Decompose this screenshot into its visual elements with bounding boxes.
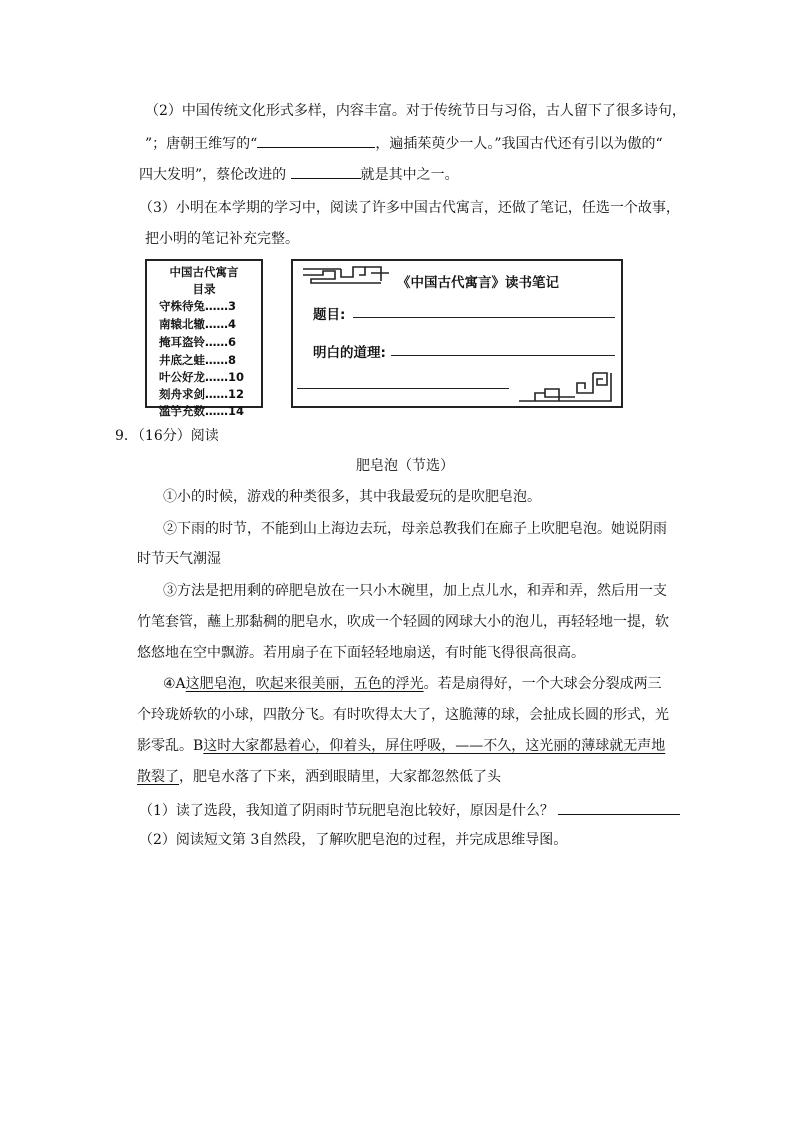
paragraph-4-line3-start: 影零乱。B	[137, 738, 204, 754]
paragraph-4-line1	[163, 673, 662, 695]
q9-header: 9．（16分）阅读	[115, 428, 219, 444]
underlined-sentence-b-end: 散裂了	[137, 769, 179, 785]
q8-part2-line2-a: ”；唐朝王维写的“	[145, 136, 258, 152]
toc-subtitle: 目录	[192, 282, 216, 296]
paragraph-4-line4	[137, 766, 501, 788]
decorative-meander-bottom-icon	[515, 371, 615, 405]
toc-item: 滥竽充数……14	[159, 404, 245, 418]
paragraph-3-line3: 悠悠地在空中飘游。若用扇子在下面轻轻地扇送，有时能飞得很高很高。	[137, 645, 585, 661]
toc-item: 刻舟求剑……12	[159, 387, 245, 401]
q8-part2-line3	[139, 162, 459, 186]
topic-label: 题目:	[313, 307, 346, 323]
question-1	[139, 798, 680, 822]
q8-part2-line3-b: 就是其中之一。	[360, 167, 459, 183]
answer-blank-q1[interactable]	[558, 798, 680, 815]
q8-part3-line1: （3）小明在本学期的学习中，阅读了许多中国古代寓言，还做了笔记，任选一个故事，	[139, 200, 680, 216]
decorative-meander-top-icon	[301, 263, 391, 285]
lesson-label: 明白的道理:	[313, 345, 386, 361]
paragraph-3-line1: ③方法是把用剩的碎肥皂放在一只小木碗里，加上点儿水，和弄和弄，然后用一支	[163, 583, 667, 599]
bottom-divider	[297, 388, 509, 389]
topic-answer-line[interactable]	[353, 317, 615, 318]
toc-item: 守株待兔……3	[159, 299, 237, 313]
underlined-sentence-a: 这肥皂泡，吹起来很美丽，五色的浮光	[185, 676, 424, 692]
marker-a: ④A	[163, 676, 186, 692]
underlined-sentence-b: 这时大家都悬着心，仰着头，屏住呼吸，——不久，这光丽的薄球就无声地	[203, 738, 666, 754]
paragraph-4-line4-rest: ，肥皂水落了下来，洒到眼睛里，大家都忽然低了头	[179, 769, 501, 785]
q8-part2-line1: （2）中国传统文化形式多样，内容丰富。对于传统节日与习俗，古人留下了很多诗句，	[145, 103, 686, 119]
paragraph-4-line1-rest: 。若是扇得好，一个大球会分裂成两三	[423, 676, 662, 692]
paragraph-4-line2: 个玲珑娇软的小球，四散分飞。有时吹得太大了，这脆薄的球，会扯成长圆的形式，光	[137, 707, 669, 723]
fable-table-of-contents	[145, 259, 263, 418]
q8-part2-line3-a: 四大发明”，蔡伦改进的	[139, 167, 287, 183]
paragraph-2-line1: ②下雨的时节，不能到山上海边去玩，母亲总教我们在廊子上吹肥皂泡。她说阴雨	[163, 521, 667, 537]
toc-title: 中国古代寓言	[169, 265, 239, 279]
paragraph-2-line2: 时节天气潮湿	[137, 551, 221, 567]
passage-title: 肥皂泡（节选）	[356, 458, 454, 474]
notes-title: 《中国古代寓言》读书笔记	[397, 275, 559, 291]
question-1-text: （1）读了选段，我知道了阴雨时节玩肥皂泡比较好，原因是什么？	[139, 803, 554, 819]
toc-item: 南辕北辙……4	[159, 317, 237, 331]
paragraph-3-line2: 竹笔套管，蘸上那黏稠的肥皂水，吹成一个轻圆的网球大小的泡儿，再轻轻地一提，软	[137, 614, 669, 630]
toc-item: 掩耳盗铃……6	[159, 335, 237, 349]
q8-part3-line2: 把小明的笔记补充完整。	[145, 231, 299, 247]
q8-part2-line2-b: ，遍插茱萸少一人。”我国古代还有引以为傲的“	[375, 136, 663, 152]
lesson-answer-line[interactable]	[391, 355, 615, 356]
reading-notes-card	[291, 259, 623, 408]
toc-item: 井底之蛙……8	[159, 353, 237, 367]
q8-part2-line2	[145, 131, 663, 155]
answer-blank-invention[interactable]	[291, 162, 361, 179]
toc-item: 叶公好龙……10	[159, 370, 245, 384]
answer-blank-poem[interactable]	[257, 131, 375, 148]
paragraph-4-line3	[137, 735, 665, 757]
question-2: （2）阅读短文第 3自然段，了解吹肥皂泡的过程，并完成思维导图。	[139, 832, 568, 848]
paragraph-1: ①小的时候，游戏的种类很多，其中我最爱玩的是吹肥皂泡。	[163, 489, 541, 505]
